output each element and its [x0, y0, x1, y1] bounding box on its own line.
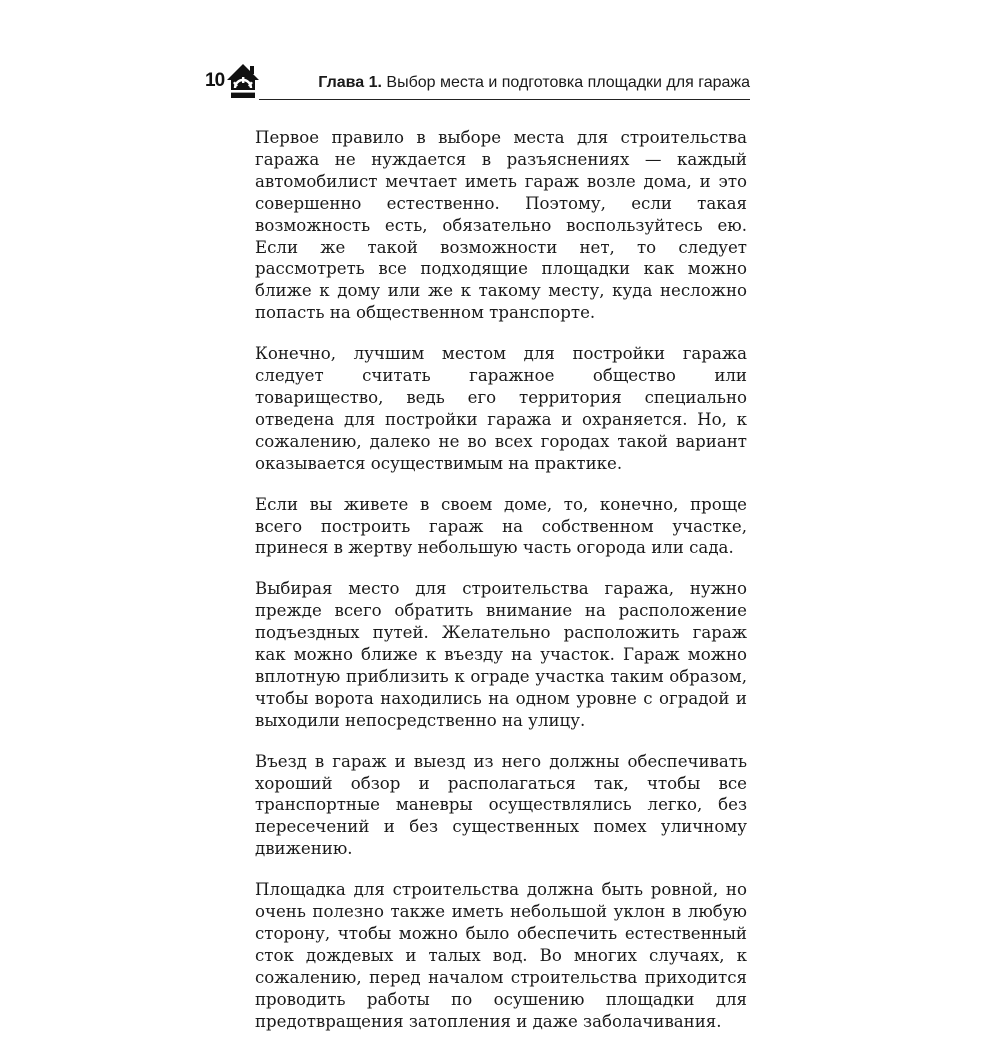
page-number: 10 [205, 70, 225, 91]
paragraph: Въезд в гараж и выезд из него должны обеспечивать хороший обзор и располагаться так, чтобы все транспортные маневры осуществлялись легко, без пересечений и без существенных помех уличному движению. [255, 751, 747, 859]
chapter-name: Выбор места и подготовка площадки для гаража [381, 74, 750, 91]
paragraph: Если вы живете в своем доме, то, конечно, проще всего построить гараж на собственном участке, принеся в жертву небольшую часть огорода или сада. [255, 494, 747, 558]
chapter-title [318, 74, 750, 92]
body-text [255, 127, 747, 1052]
paragraph: Первое правило в выборе места для строительства гаража не нуждается в разъяснениях — каждый автомобилист мечтает иметь гараж возле дома, и это совершенно естественно. Поэтому, если такая возможность есть, обязательно воспользуйтесь ею. Если же такой возможности нет, то следует рассмотреть все подходящие площадки как можно ближе к дому или же к такому месту, куда несложно попасть на общественном транспорте. [255, 128, 747, 323]
paragraph: Площадка для строительства должна быть ровной, но очень полезно также иметь небольшой уклон в любую сторону, чтобы можно было обеспечить естественный сток дождевых и талых вод. Во многих случаях, к сожалению, перед началом строительства приходится проводить работы по осушению площадки для предотвращения затопления и даже заболачивания. [255, 880, 747, 1031]
house-sun-icon [221, 58, 265, 102]
header-divider [259, 99, 750, 100]
paragraph: Выбирая место для строительства гаража, нужно прежде всего обратить внимание на расположение подъездных путей. Желательно расположить гараж как можно ближе к въезду на участок. Гараж можно вплотную приблизить к ограде участка таким образом, чтобы ворота находились на одном уровне с оградой и выходили непосредственно на улицу. [255, 579, 747, 730]
running-header [205, 58, 750, 108]
paragraph: Конечно, лучшим местом для постройки гаража следует считать гаражное общество или товарищество, ведь его территория специально отведена для постройки гаража и охраняется. Но, к сожалению, далеко не во всех городах такой вариант оказывается осуществимым на практике. [255, 344, 747, 473]
chapter-label: Глава 1. [318, 74, 382, 91]
